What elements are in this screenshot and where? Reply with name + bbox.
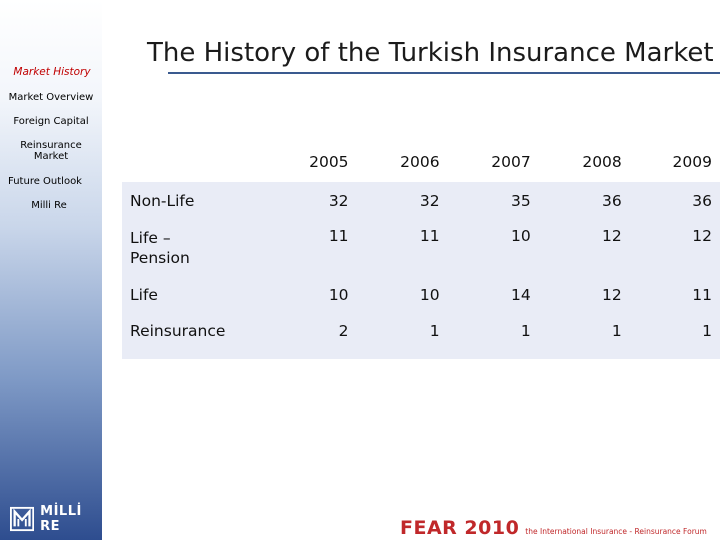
table-row [122, 313, 720, 359]
milli-re-emblem-icon [10, 506, 34, 532]
fear-event-tagline: the International Insurance - Reinsurance Forum [525, 526, 707, 536]
row-label: Life [122, 276, 260, 313]
table-header-row [122, 141, 720, 182]
column-header: 2008 [582, 152, 622, 171]
table-cell: 11 [630, 276, 720, 313]
sidebar-item-market-overview[interactable]: Market Overview [8, 92, 94, 103]
market-share-table [122, 141, 720, 359]
table-cell: 35 [448, 182, 539, 219]
sidebar-item-foreign-capital[interactable]: Foreign Capital [13, 116, 89, 127]
row-label: Life – Pension [122, 219, 260, 276]
table-cell: 32 [357, 182, 448, 219]
table-cell: 12 [630, 219, 720, 276]
table-cell: 36 [630, 182, 720, 219]
column-header: 2005 [309, 152, 349, 171]
table-cell: 11 [260, 219, 356, 276]
table-cell: 10 [260, 276, 356, 313]
fear-event-name: FEAR 2010 [400, 517, 520, 539]
table-cell: 36 [539, 182, 630, 219]
table-cell: 10 [448, 219, 539, 276]
table-row [122, 276, 720, 313]
table-cell: 12 [539, 219, 630, 276]
table-cell: 1 [448, 313, 539, 359]
column-header: 2009 [672, 152, 712, 171]
title-divider [168, 72, 720, 74]
table-cell: 2 [260, 313, 356, 359]
sidebar-item-reinsurance-market[interactable]: Reinsurance Market [20, 140, 82, 162]
column-header: 2007 [491, 152, 531, 171]
column-header: 2006 [400, 152, 440, 171]
fear-2010-logo [400, 517, 707, 539]
table-row [122, 182, 720, 219]
table-corner-cell [122, 141, 260, 182]
sidebar-item-milli-re[interactable]: Milli Re [31, 200, 67, 211]
table-cell: 1 [630, 313, 720, 359]
row-label: Reinsurance [122, 313, 260, 359]
table-cell: 14 [448, 276, 539, 313]
table-cell: 1 [539, 313, 630, 359]
table-row [122, 219, 720, 276]
sidebar [0, 0, 102, 540]
row-label: Non-Life [122, 182, 260, 219]
table-cell: 32 [260, 182, 356, 219]
sidebar-item-future-outlook[interactable]: Future Outlook [8, 176, 82, 187]
page-title: The History of the Turkish Insurance Market [147, 38, 714, 68]
table-cell: 10 [357, 276, 448, 313]
sidebar-item-market-history[interactable]: Market History [13, 66, 91, 78]
table-cell: 12 [539, 276, 630, 313]
milli-re-logo [10, 504, 102, 534]
logo-text: MİLLİ RE [40, 504, 82, 534]
table-cell: 11 [357, 219, 448, 276]
table-cell: 1 [357, 313, 448, 359]
